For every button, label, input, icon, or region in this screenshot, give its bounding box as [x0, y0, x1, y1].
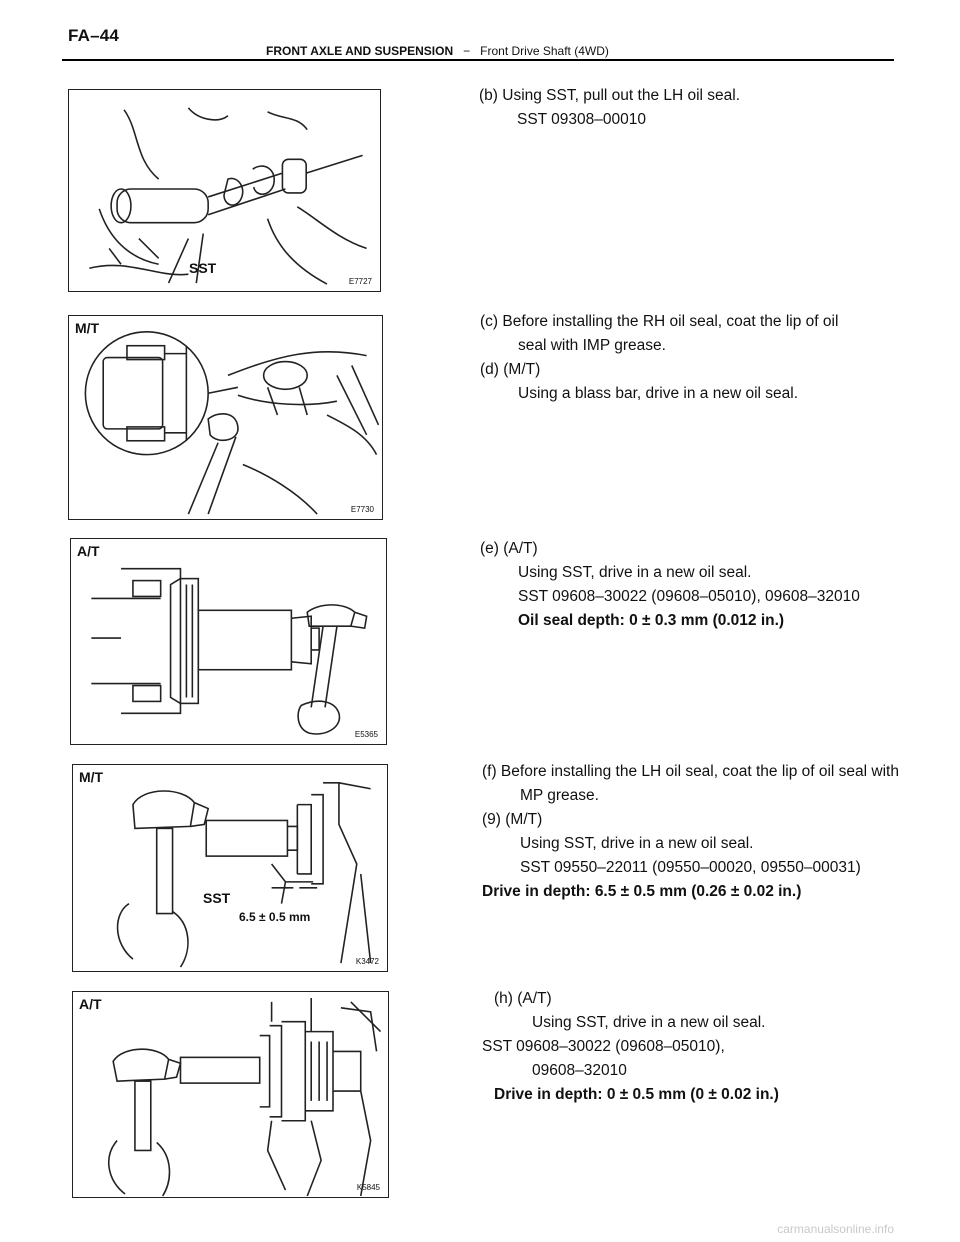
figure-code: E5365: [354, 730, 378, 739]
header-rule: [62, 59, 894, 61]
step-line: (b) Using SST, pull out the LH oil seal.: [479, 87, 741, 104]
spec-drive-in-depth: Drive in depth: 0 ± 0.5 mm (0 ± 0.02 in.): [494, 1086, 779, 1103]
step-line: (c) Before installing the RH oil seal, coat the lip of oil: [480, 313, 839, 330]
step-line: SST 09550–22011 (09550–00020, 09550–00031): [520, 859, 861, 876]
figure-code: K5845: [356, 1183, 380, 1192]
figure-label-at: A/T: [77, 543, 100, 559]
step-c-d: [480, 310, 838, 406]
spec-oil-seal-depth: Oil seal depth: 0 ± 0.3 mm (0.012 in.): [518, 612, 785, 629]
subsection-title: Front Drive Shaft (4WD): [480, 44, 609, 58]
step-line: MP grease.: [520, 787, 599, 804]
step-line: (d) (M/T): [480, 361, 541, 378]
section-header: [266, 44, 609, 58]
illustration-blass-bar: [69, 316, 382, 519]
step-line: (f) Before installing the LH oil seal, coat the lip of oil seal with: [482, 763, 899, 780]
figure-code: E7727: [348, 277, 372, 286]
step-f-9: [482, 760, 899, 904]
step-line: seal with IMP grease.: [518, 337, 666, 354]
figure-label-dimension: 6.5 ± 0.5 mm: [239, 910, 311, 924]
figure-code: E7730: [350, 505, 374, 514]
illustration-pull-seal: [69, 90, 380, 291]
illustration-at-lh-seal: [73, 992, 388, 1197]
figure-mt-drive-lh-seal: [72, 764, 388, 972]
illustration-mt-lh-seal: [73, 765, 387, 971]
step-line: (h) (A/T): [494, 990, 552, 1007]
step-line: Using SST, drive in a new oil seal.: [518, 564, 752, 581]
illustration-at-seal: [71, 539, 386, 744]
step-b: [479, 84, 740, 132]
step-line: Using SST, drive in a new oil seal.: [520, 835, 754, 852]
section-title: FRONT AXLE AND SUSPENSION: [266, 44, 454, 58]
section-separator: −: [463, 44, 471, 58]
figure-label-sst: SST: [189, 260, 217, 276]
figure-code: K3472: [355, 957, 379, 966]
step-line: SST 09608–30022 (09608–05010),: [482, 1038, 725, 1055]
figure-pull-lh-oil-seal: [68, 89, 381, 292]
step-line: Using a blass bar, drive in a new oil seal.: [518, 385, 799, 402]
step-line: SST 09308–00010: [517, 111, 646, 128]
step-line: (e) (A/T): [480, 540, 538, 557]
figure-label-sst: SST: [203, 890, 231, 906]
step-line: 09608–32010: [532, 1062, 627, 1079]
step-line: Using SST, drive in a new oil seal.: [532, 1014, 766, 1031]
figure-label-at: A/T: [79, 996, 102, 1012]
figure-label-mt: M/T: [75, 320, 100, 336]
figure-at-drive-seal: [70, 538, 387, 745]
figure-label-mt: M/T: [79, 769, 104, 785]
figure-mt-drive-rh-seal: [68, 315, 383, 520]
figure-at-drive-lh-seal: [72, 991, 389, 1198]
step-line: SST 09608–30022 (09608–05010), 09608–32010: [518, 588, 860, 605]
step-e: [480, 537, 860, 633]
watermark-text: carmanualsonline.info: [777, 1222, 894, 1236]
page-number: FA–44: [68, 26, 120, 45]
spec-drive-in-depth: Drive in depth: 6.5 ± 0.5 mm (0.26 ± 0.02 in.): [482, 883, 802, 900]
step-h: [482, 987, 779, 1107]
step-line: (9) (M/T): [482, 811, 543, 828]
